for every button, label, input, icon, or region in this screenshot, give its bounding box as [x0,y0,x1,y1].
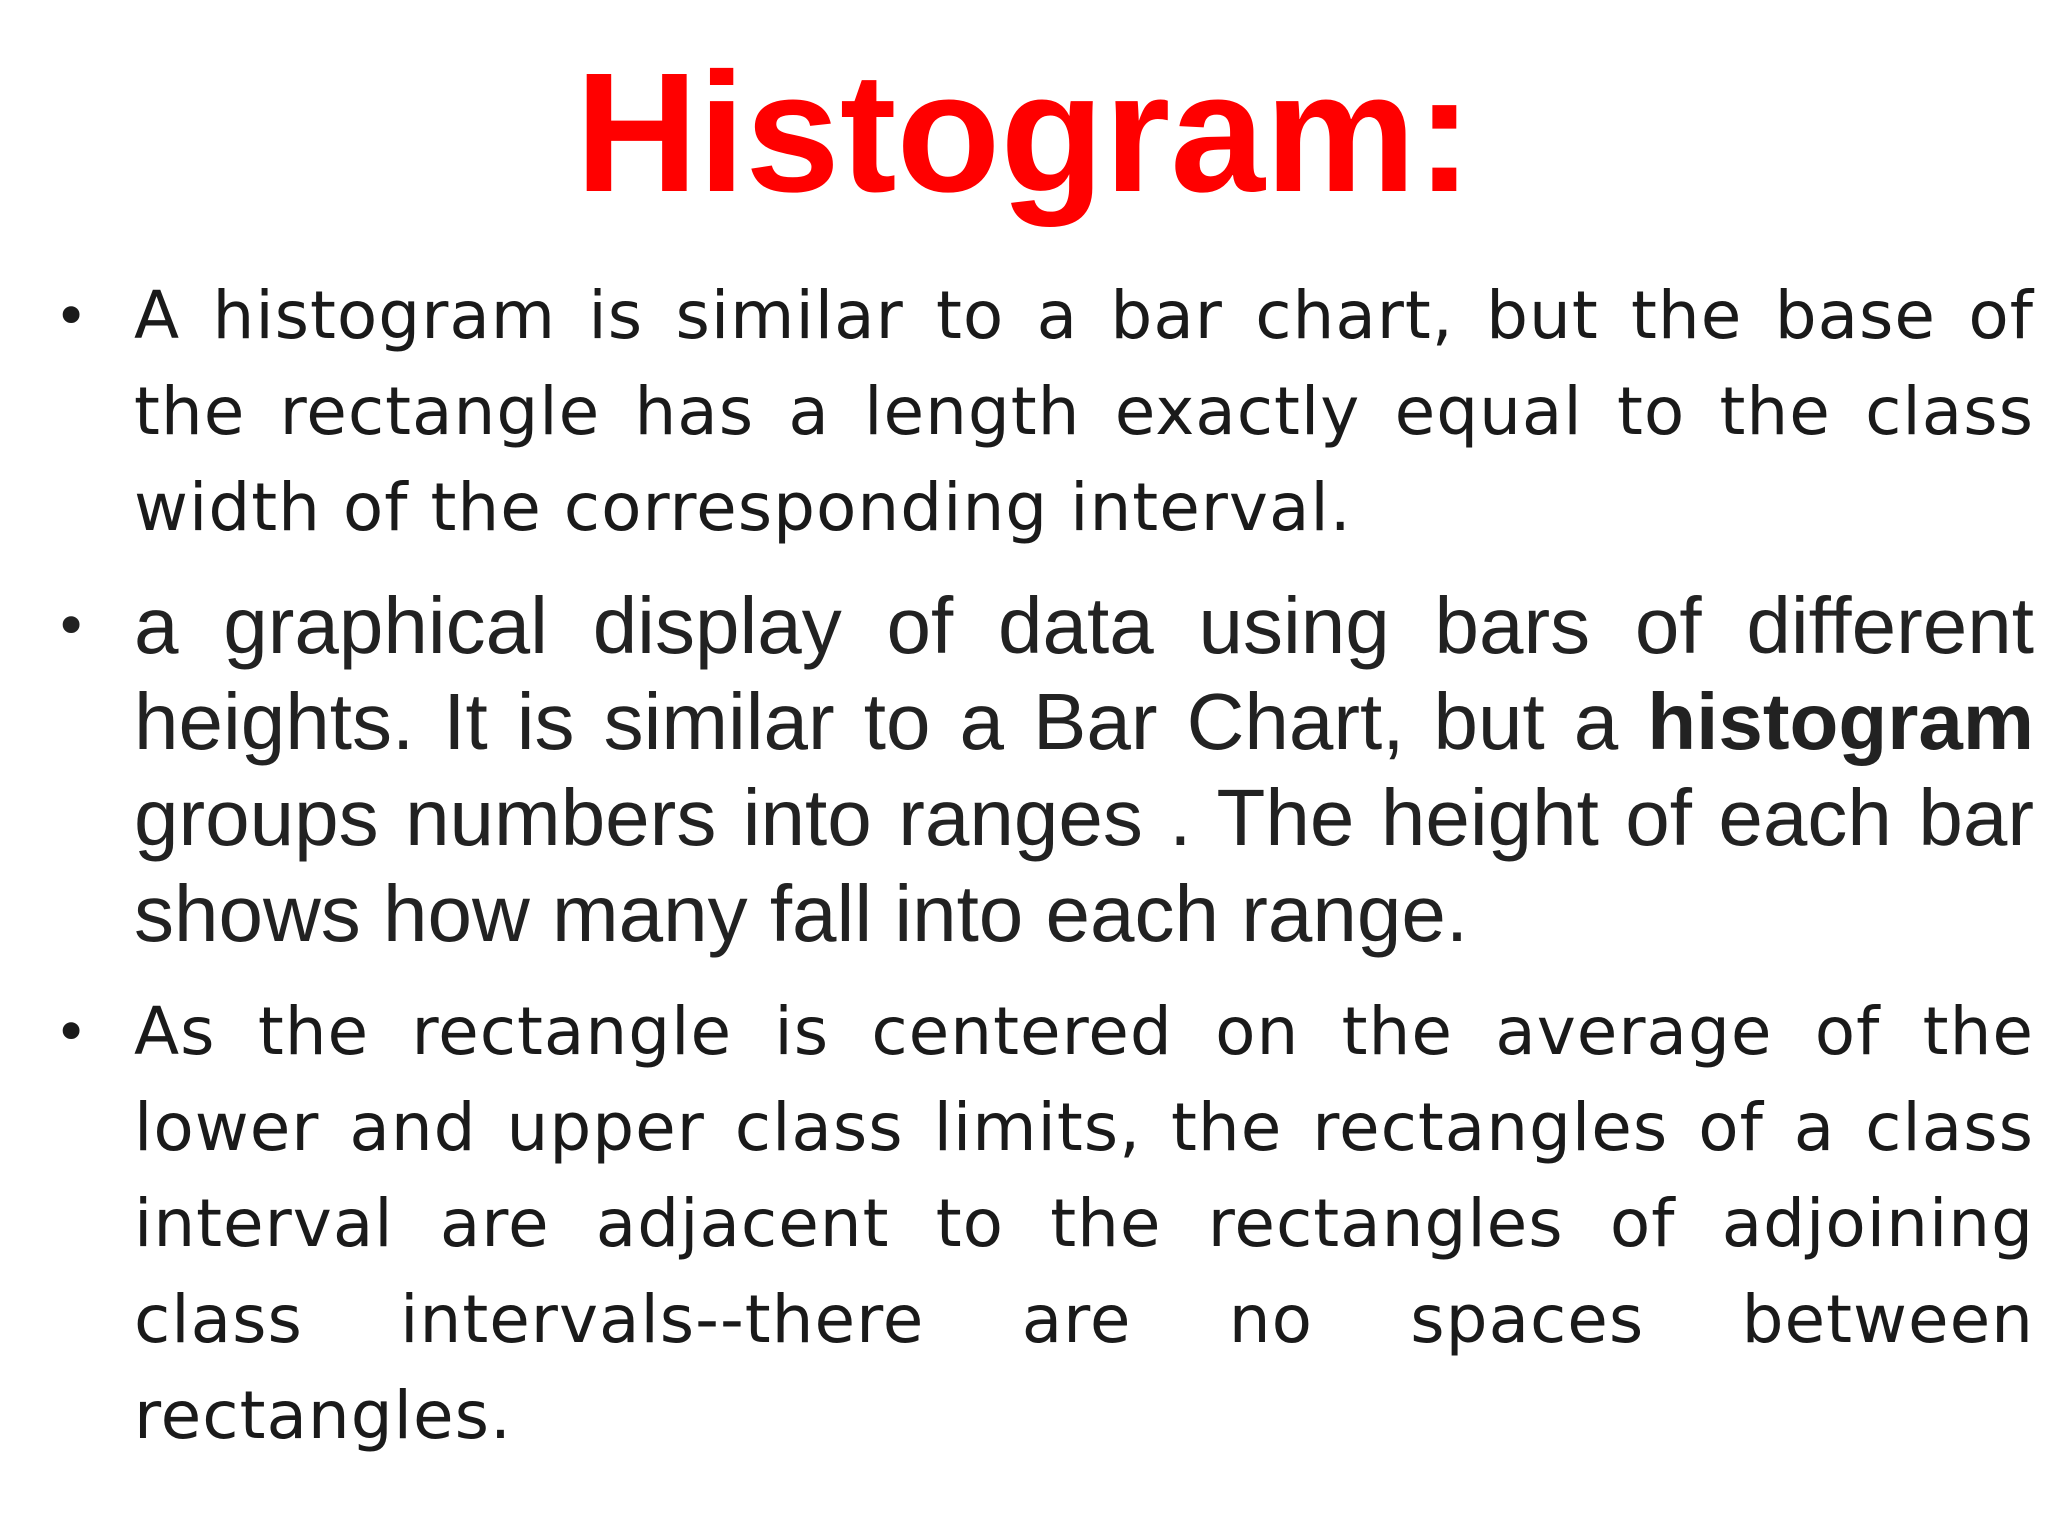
bullet-item-1 [54,268,2034,556]
bullet-item-3 [54,984,2034,1464]
bullet-dot-icon: • [54,282,90,350]
bullet-text: As the rectangle is centered on the average of the lower and upper class limits, the rectangles of a class interval are adjacent to the rectangles of adjoining class intervals--there are no spaces between rectangles. [134,993,2034,1454]
bullet-text-after: groups numbers into ranges . The height of each bar shows how many fall into each range. [134,773,2034,958]
slide-title: Histogram: [575,38,1473,228]
bullet-list [54,268,2034,1464]
bullet-text-bold: histogram [1647,677,2034,766]
bullet-dot-icon: • [54,592,89,660]
bullet-text-before: a graphical display of data using bars of different heights. It is similar to a Bar Chart, but a [134,581,2034,766]
bullet-text: A histogram is similar to a bar chart, but the base of the rectangle has a length exactly equal to the class width of the corresponding interval. [134,277,2034,546]
bullet-item-2 [54,578,2034,962]
bullet-dot-icon: • [54,998,90,1066]
